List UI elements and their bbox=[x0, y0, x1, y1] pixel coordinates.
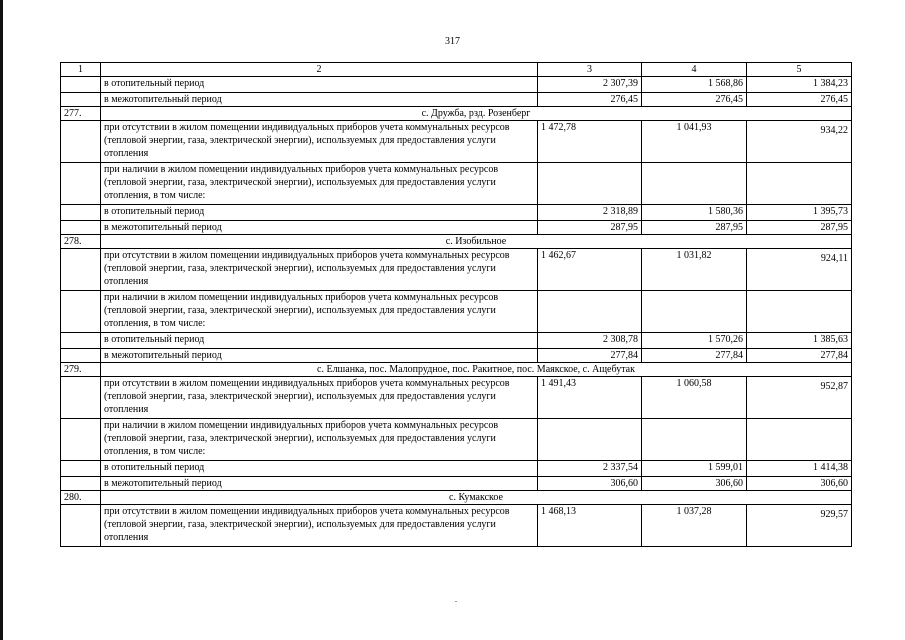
page-left-edge bbox=[0, 0, 3, 640]
section-number: 280. bbox=[61, 491, 101, 505]
column-header-row bbox=[61, 63, 852, 77]
table-row bbox=[61, 77, 852, 93]
table-row bbox=[61, 93, 852, 107]
value-cell: 929,57 bbox=[747, 505, 852, 547]
column-header: 4 bbox=[642, 63, 747, 77]
value-cell: 1 491,43 bbox=[538, 377, 642, 419]
value-cell: 287,95 bbox=[538, 221, 642, 235]
value-cell: 1 580,36 bbox=[642, 205, 747, 221]
table-row bbox=[61, 163, 852, 205]
value-cell: 1 462,67 bbox=[538, 249, 642, 291]
value-cell: 287,95 bbox=[747, 221, 852, 235]
value-cell: 1 385,63 bbox=[747, 333, 852, 349]
value-cell: 277,84 bbox=[538, 349, 642, 363]
value-cell: 1 472,78 bbox=[538, 121, 642, 163]
value-cell: 1 414,38 bbox=[747, 461, 852, 477]
table-row bbox=[61, 349, 852, 363]
row-label: при наличии в жилом помещении индивидуальных приборов учета коммунальных ресурсов (тепловой энергии, газа, электрической энергии), используемых для предоставления услуги отопления, в том числе: bbox=[101, 291, 538, 333]
section-header-row bbox=[61, 235, 852, 249]
table-row bbox=[61, 419, 852, 461]
section-number: 277. bbox=[61, 107, 101, 121]
value-cell: 306,60 bbox=[538, 477, 642, 491]
row-label: в отопительный период bbox=[101, 77, 538, 93]
value-cell: 1 037,28 bbox=[642, 505, 747, 547]
table-row bbox=[61, 377, 852, 419]
value-cell: 2 318,89 bbox=[538, 205, 642, 221]
table-row bbox=[61, 205, 852, 221]
table-row bbox=[61, 461, 852, 477]
section-number: 278. bbox=[61, 235, 101, 249]
table-row bbox=[61, 333, 852, 349]
page-number: 317 bbox=[445, 36, 460, 47]
row-label: при отсутствии в жилом помещении индивидуальных приборов учета коммунальных ресурсов (тепловой энергии, газа, электрической энергии), используемых для предоставления услуги отопления bbox=[101, 505, 538, 547]
value-cell: 2 307,39 bbox=[538, 77, 642, 93]
section-place: с. Изобильное bbox=[101, 235, 852, 249]
row-label: в межотопительный период bbox=[101, 349, 538, 363]
row-label: при отсутствии в жилом помещении индивидуальных приборов учета коммунальных ресурсов (тепловой энергии, газа, электрической энергии), используемых для предоставления услуги отопления bbox=[101, 377, 538, 419]
value-cell: 276,45 bbox=[642, 93, 747, 107]
value-cell: 934,22 bbox=[747, 121, 852, 163]
row-label: при наличии в жилом помещении индивидуальных приборов учета коммунальных ресурсов (тепловой энергии, газа, электрической энергии), используемых для предоставления услуги отопления, в том числе: bbox=[101, 419, 538, 461]
value-cell: 277,84 bbox=[747, 349, 852, 363]
section-number: 279. bbox=[61, 363, 101, 377]
row-label: при отсутствии в жилом помещении индивидуальных приборов учета коммунальных ресурсов (тепловой энергии, газа, электрической энергии), используемых для предоставления услуги отопления bbox=[101, 249, 538, 291]
section-place: с. Кумакское bbox=[101, 491, 852, 505]
value-cell: 276,45 bbox=[747, 93, 852, 107]
row-label: при отсутствии в жилом помещении индивидуальных приборов учета коммунальных ресурсов (тепловой энергии, газа, электрической энергии), используемых для предоставления услуги отопления bbox=[101, 121, 538, 163]
value-cell: 1 568,86 bbox=[642, 77, 747, 93]
section-place: с. Дружба, рзд. Розенберг bbox=[101, 107, 852, 121]
value-cell: 952,87 bbox=[747, 377, 852, 419]
row-label: в отопительный период bbox=[101, 333, 538, 349]
column-header: 3 bbox=[538, 63, 642, 77]
row-label: в межотопительный период bbox=[101, 93, 538, 107]
column-header: 5 bbox=[747, 63, 852, 77]
value-cell: 1 570,26 bbox=[642, 333, 747, 349]
row-label: в отопительный период bbox=[101, 461, 538, 477]
value-cell: 277,84 bbox=[642, 349, 747, 363]
value-cell: 1 384,23 bbox=[747, 77, 852, 93]
table-row bbox=[61, 121, 852, 163]
row-label: в межотопительный период bbox=[101, 221, 538, 235]
section-header-row bbox=[61, 491, 852, 505]
section-header-row bbox=[61, 107, 852, 121]
value-cell: 1 031,82 bbox=[642, 249, 747, 291]
table-row bbox=[61, 505, 852, 547]
row-label: в межотопительный период bbox=[101, 477, 538, 491]
table-row bbox=[61, 249, 852, 291]
scan-speck bbox=[455, 601, 457, 602]
value-cell: 276,45 bbox=[538, 93, 642, 107]
table-row bbox=[61, 477, 852, 491]
tariff-table bbox=[60, 62, 852, 547]
row-label: при наличии в жилом помещении индивидуальных приборов учета коммунальных ресурсов (тепловой энергии, газа, электрической энергии), используемых для предоставления услуги отопления, в том числе: bbox=[101, 163, 538, 205]
value-cell: 306,60 bbox=[747, 477, 852, 491]
value-cell: 1 468,13 bbox=[538, 505, 642, 547]
section-header-row bbox=[61, 363, 852, 377]
table-row bbox=[61, 291, 852, 333]
value-cell: 924,11 bbox=[747, 249, 852, 291]
column-header: 2 bbox=[101, 63, 538, 77]
table-row bbox=[61, 221, 852, 235]
section-place: с. Елшанка, пос. Малопрудное, пос. Ракитное, пос. Маякское, с. Ащебутак bbox=[101, 363, 852, 377]
value-cell: 1 041,93 bbox=[642, 121, 747, 163]
value-cell: 1 395,73 bbox=[747, 205, 852, 221]
value-cell: 306,60 bbox=[642, 477, 747, 491]
value-cell: 2 337,54 bbox=[538, 461, 642, 477]
value-cell: 1 060,58 bbox=[642, 377, 747, 419]
column-header: 1 bbox=[61, 63, 101, 77]
row-label: в отопительный период bbox=[101, 205, 538, 221]
value-cell: 287,95 bbox=[642, 221, 747, 235]
value-cell: 2 308,78 bbox=[538, 333, 642, 349]
value-cell: 1 599,01 bbox=[642, 461, 747, 477]
